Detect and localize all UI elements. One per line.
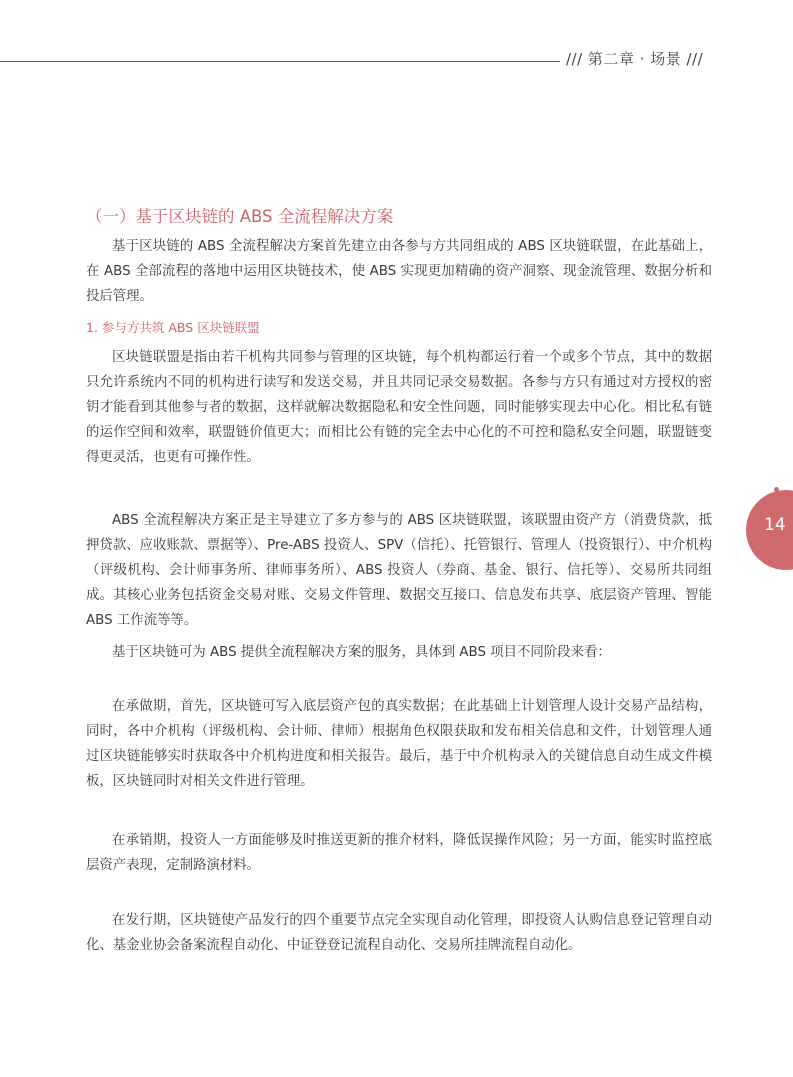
header-rule [0,61,560,62]
chapter-label: /// 第二章 · 场景 /// [566,50,704,68]
participants-paragraph: ABS 全流程解决方案正是主导建立了多方参与的 ABS 区块链联盟，该联盟由资产方（消费贷款，抵押贷款、应收账款、票据等）、Pre-ABS 投资人、SPV（信托）、托管银行、管理人（投资银行）、中介机构（评级机构、会计师事务所、律师事务所）、ABS 投资人（券商、基金、银行、信托等）、交易所共同组成。其核心业务包括资金交易对账、交易文件管理、数据交互接口、信息发布共享、底层资产管理、智能 ABS 工作流等等。 [86,513,712,628]
page-number: 14 [764,515,786,535]
intro-paragraph: 基于区块链的 ABS 全流程解决方案首先建立由各参与方共同组成的 ABS 区块链联盟，在此基础上，在 ABS 全部流程的落地中运用区块链技术，使 ABS 实现更加精确的资产洞察、现金流管理、数据分析和投后管理。 [86,239,712,304]
consortium-paragraph: 区块链联盟是指由若干机构共同参与管理的区块链，每个机构都运行着一个或多个节点，其中的数据只允许系统内不同的机构进行读写和发送交易，并且共同记录交易数据。各参与方只有通过对方授权的密钥才能看到其他参与者的数据，这样就解决数据隐私和安全性问题，同时能够实现去中心化。相比私有链的运作空间和效率，联盟链价值更大；而相比公有链的完全去中心化的不可控和隐私安全问题，联盟链变得更灵活，也更有可操作性。 [86,350,712,465]
page-tab-dot-top [774,487,779,492]
issuance-phase-paragraph: 在发行期，区块链使产品发行的四个重要节点完全实现自动化管理，即投资人认购信息登记管理自动化、基金业协会备案流程自动化、中证登登记流程自动化、交易所挂牌流程自动化。 [86,913,712,953]
underwriting-phase-paragraph: 在承做期，首先，区块链可写入底层资产包的真实数据；在此基础上计划管理人设计交易产品结构，同时，各中介机构（评级机构、会计师、律师）根据角色权限获取和发布相关信息和文件，计划管理人通过区块链能够实时获取各中介机构进度和相关报告。最后，基于中介机构录入的关键信息自动生成文件模板，区块链同时对相关文件进行管理。 [86,699,712,789]
section-heading: （一）基于区块链的 ABS 全流程解决方案 [86,207,394,226]
page-tab-dot-bottom [774,564,779,569]
sales-phase-paragraph: 在承销期，投资人一方面能够及时推送更新的推介材料，降低误操作风险；另一方面，能实时监控底层资产表现，定制路演材料。 [86,833,712,873]
subsection-heading: 1. 参与方共筑 ABS 区块链联盟 [86,320,260,335]
page-number-tab [746,490,793,570]
service-intro-paragraph: 基于区块链可为 ABS 提供全流程解决方案的服务，具体到 ABS 项目不同阶段来看： [112,645,611,660]
